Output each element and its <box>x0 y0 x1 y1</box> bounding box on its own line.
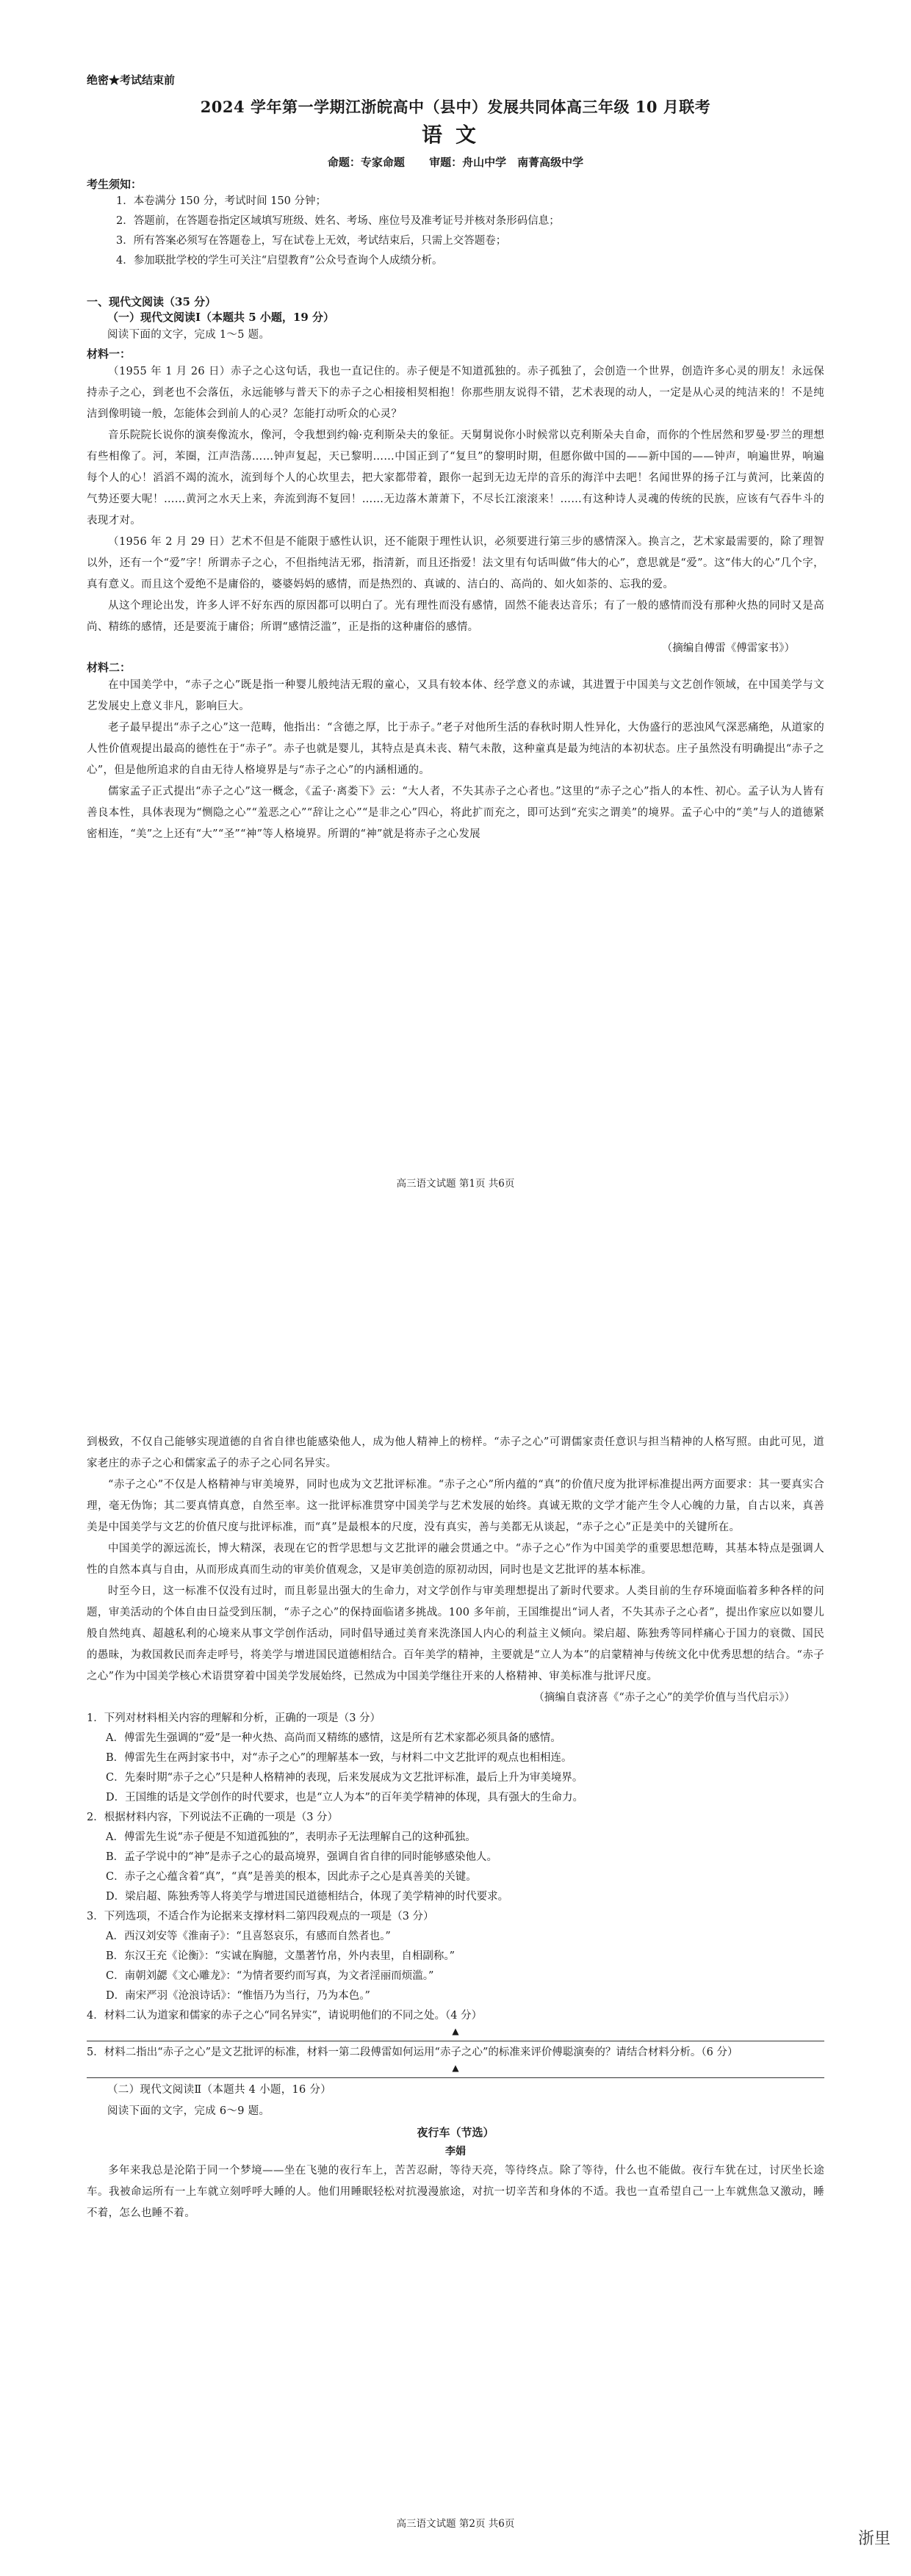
exam-page-1 <box>0 0 911 1204</box>
material2-paragraph: 时至今日，这一标准不仅没有过时，而且彰显出强大的生命力，对文学创作与审美理想提出了新时代要求。人类目前的生存环境面临着多种各样的问题，审美活动的个体自由日益受到压制，“赤子之心”的保持面临诸多挑战。100 多年前，王国维提出“词人者，不失其赤子之心者”，提出作家应以如婴儿般自然纯真、超越私利的心境来从事文学创作活动，同时倡导通过美育来洗涤国人内心的利益主义倾向。梁启超、陈独秀等同样痛心于国力的衰微、国民的愚昧，为救国救民而奔走呼号，将美学与增进国民道德相结合。百年美学的精神，主要就是“立人为本”的启蒙精神与传统文化中优秀思想的结合。“赤子之心”作为中国美学核心术语贯穿着中国美学发展始终，已然成为中国美学继往开来的人格精神、审美标准与批评尺度。 <box>87 1585 824 1682</box>
question-4-stem: 4．材料二认为道家和儒家的赤子之心“同名异实”，请说明他们的不同之处。（4 分） <box>87 2010 483 2022</box>
material1-paragraph: 从这个理论出发，许多人评不好东西的原因都可以明白了。光有理性而没有感情，固然不能表达音乐；有了一般的感情而没有那种火热的同时又是高尚、精练的感情，还是要流于庸俗；所谓“感情泛滥”，正是指的这种庸俗的感情。 <box>87 600 824 633</box>
material1-paragraph: （1956 年 2 月 29 日）艺术不但是不能限于感性认识，还不能限于理性认识，必须要进行第三步的感情深入。换言之，艺术家最需要的，除了理智以外，还有一个“爱”字！所谓赤子之心，不但指纯洁无邪，指清新，而且还指爱！法文里有句话叫做“伟大的心”，意思就是“爱”。这“伟大的心”几个字，真有意义。而且这个爱绝不是庸俗的，婆婆妈妈的感情，而是热烈的、真诚的、洁白的、高尚的、如火如荼的、忘我的爱。 <box>87 536 824 590</box>
notice-item: 3．所有答案必须写在答题卷上，写在试卷上无效，考试结束后，只需上交答题卷； <box>116 235 507 247</box>
question-1-stem: 1．下列对材料相关内容的理解和分析，正确的一项是（3 分） <box>87 1712 381 1724</box>
question-1-option-b: B．傅雷先生在两封家书中，对“赤子之心”的理解基本一致，与材料二中文艺批评的观点也相相连。 <box>106 1752 572 1764</box>
exam-page-2 <box>0 1373 911 2548</box>
material2-paragraph: “赤子之心”不仅是人格精神与审美境界，同时也成为文艺批评标准。“赤子之心”所内蕴的“真”的价值尺度为批评标准提出两方面要求：其一要真实合理，毫无伪饰；其二要真情真意，自然至率。这一批评标准贯穿中国美学与艺术发展的始终。真诚无欺的文学才能产生令人心魄的力量，自古以来，真善美是中国美学与文艺的价值尺度与批评标准，而“真”是最根本的尺度，没有真实，善与美都无从谈起，“赤子之心”正是美中的关键所在。 <box>87 1479 824 1533</box>
notice-heading: 考生须知： <box>87 178 143 191</box>
passage-author: 李娟 <box>445 2146 466 2157</box>
question-3-option-b: B．东汉王充《论衡》：“实诚在胸臆，文墨著竹帛，外内表里，自相副称。” <box>106 1950 455 1962</box>
notice-item: 1．本卷满分 150 分，考试时间 150 分钟； <box>116 195 327 207</box>
question-1-option-d: D．王国维的话是文学创作的时代要求，也是“立人为本”的百年美学精神的体现，具有强大的生命力。 <box>106 1792 583 1803</box>
passage-title: 夜行车（节选） <box>417 2126 494 2139</box>
question-2-option-d: D．梁启超、陈独秀等人将美学与增进国民道德相结合，体现了美学精神的时代要求。 <box>106 1891 509 1903</box>
notice-list <box>87 192 824 271</box>
authors-line <box>87 154 824 170</box>
material2-paragraph: 中国美学的源远流长，博大精深，表现在它的哲学思想与文艺批评的融会贯通之中。“赤子之心”作为中国美学的重要思想范畴，其基本特点是强调人性的自然本真与自由，从而形成真而生动的审美价值观念，又是审美创造的原初动因，同时也是文艺批评的基本标准。 <box>87 1543 824 1576</box>
answer-space-marker: ▲ <box>452 2026 459 2036</box>
material2-paragraph: 儒家孟子正式提出“赤子之心”这一概念，《孟子·离娄下》云：“大人者，不失其赤子之心者也。”这里的“赤子之心”指人的本性、初心。孟子认为人皆有善良本性，具体表现为“恻隐之心”“羞恶之心”“辞让之心”“是非之心”四心，将此扩而充之，即可达到“充实之谓美”的境界。孟子心中的“美”与人的道德紧密相连，“美”之上还有“大”“圣”“神”等人格境界。所谓的“神”就是将赤子之心发展 <box>87 786 824 840</box>
page-footer: 高三语文试题 第2页 共6页 <box>396 2518 515 2530</box>
question-1-option-a: A．傅雷先生强调的“爱”是一种火热、高尚而又精练的感情，这是所有艺术家都必须具备的感情。 <box>106 1732 561 1744</box>
question-3-option-c: C．南朝刘勰《文心雕龙》：“为情者要约而写真，为文者淫丽而烦滥。” <box>106 1970 434 1982</box>
material1-paragraph: 音乐院院长说你的演奏像流水，像河，令我想到约翰·克利斯朵夫的象征。天舅舅说你小时候常以克利斯朵夫自命，而你的个性居然和罗曼·罗兰的理想有些相像了。河，苯圈，江声浩荡……钟声复起，天已黎明……中国正到了“复旦”的黎明时期，但愿你做中国的——新中国的——钟声，响遍世界，响遍每个人的心！滔滔不竭的流水，流到每个人的心坎里去，把大家都带着，跟你一起到无边无岸的音乐的海洋中去吧！名闻世界的扬子江与黄河，比莱茵的气势还要大呢！……黄河之水天上来，奔流到海不复回！……无边落木萧萧下，不尽长江滚滚来！……有这种诗人灵魂的传统的民族，应该有气吞牛斗的表现才对。 <box>87 430 824 527</box>
exam-title: 2024 学年第一学期江浙皖高中（县中）发展共同体高三年级 10 月联考 <box>200 98 711 116</box>
material2-continuation: 到极致，不仅自己能够实现道德的自省自律也能感染他人，成为他人精神上的榜样。“赤子之心”可谓儒家责任意识与担当精神的人格写照。由此可见，道家老庄的赤子之心和儒家孟子的赤子之心同名异实。 <box>87 1436 824 1469</box>
question-2-stem: 2．根据材料内容，下列说法不正确的一项是（3 分） <box>87 1812 339 1823</box>
reviewer-label: 审题：舟山中学 南菁高级中学 <box>429 156 584 169</box>
section-heading: 一、现代文阅读（35 分） <box>87 295 217 308</box>
material1-source: （摘编自傅雷《傅雷家书》） <box>661 643 795 654</box>
question-2-option-b: B．孟子学说中的“神”是赤子之心的最高境界，强调自省自律的同时能够感染他人。 <box>106 1851 497 1863</box>
material1-label: 材料一： <box>87 347 132 361</box>
question-2-option-a: A．傅雷先生说“赤子便是不知道孤独的”，表明赤子无法理解自己的这种孤独。 <box>106 1831 476 1843</box>
question-2-option-c: C．赤子之心蕴含着“真”，“真”是善美的根本，因此赤子之心是真善美的关键。 <box>106 1871 477 1883</box>
answer-space-marker: ▲ <box>452 2063 459 2073</box>
notice-item: 4．参加联批学校的学生可关注“启望教育”公众号查询个人成绩分析。 <box>116 255 443 267</box>
passage-paragraph: 多年来我总是沦陷于同一个梦境——坐在飞驰的夜行车上，苦苦忍耐，等待天亮，等待终点。除了等待，什么也不能做。夜行车犹在过，讨厌坐长途车。我被命运所有一上车就立刻呼呼大睡的人。他们用睡眠轻松对抗漫漫旅途，对抗一切辛苦和身体的不适。我也一直希望自己一上车就焦急又激动，睡不着，怎么也睡不着。 <box>87 2165 824 2219</box>
material2-paragraph: 老子最早提出“赤子之心”这一范畴，他指出：“含德之厚，比于赤子。”老子对他所生活的春秋时期人性异化，大伪盛行的恶浊风气深恶痛绝，从道家的人性价值观提出最高的德性在于“赤子”。赤子也就是婴儿，其特点是真未丧、精气未散，这种童真是最为纯洁的本初状态。庄子虽然没有明确提出“赤子之心”，但是他所追求的自由无待人格境界是与“赤子之心”的内涵相通的。 <box>87 722 824 776</box>
question-3-option-a: A．西汉刘安等《淮南子》：“且喜怒哀乐，有感而自然者也。” <box>106 1931 391 1942</box>
material2-source: （摘编自袁济喜《“赤子之心”的美学价值与当代启示》） <box>533 1692 795 1704</box>
setter-label: 命题：专家命题 <box>327 156 405 169</box>
answer-divider <box>87 2077 824 2078</box>
question-3-option-d: D．南宋严羽《沧浪诗话》：“惟悟乃为当行，乃为本色。” <box>106 1990 370 2002</box>
material2-paragraph: 在中国美学中，“赤子之心”既是指一种婴儿般纯洁无瑕的童心，又具有较本体、经学意义的赤诚，其进置于中国美与文艺创作领域，在中国美学与文艺发展史上意义非凡，影响巨大。 <box>87 679 824 712</box>
reading2-instruction: 阅读下面的文字，完成 6～9 题。 <box>107 2105 270 2117</box>
secret-label: 绝密★考试结束前 <box>87 73 176 87</box>
notice-item: 2．答题前，在答题卷指定区域填写班级、姓名、考场、座位号及准考证号并核对条形码信息； <box>116 215 560 227</box>
material1-paragraph: （1955 年 1 月 26 日）赤子之心这句话，我也一直记住的。赤子便是不知道孤独的。赤子孤独了，会创造一个世界，创造许多心灵的朋友！永远保持赤子之心，到老也不会落伍，永远能够与普天下的赤子之心相接相契相抱！你那些朋友说得不错，艺术表现的动人，一定是从心灵的纯洁来的！不是纯洁到像明镜一般，怎能体会到前人的心灵？怎能打动听众的心灵？ <box>87 366 824 420</box>
reading2-heading: （二）现代文阅读Ⅱ（本题共 4 小题，16 分） <box>107 2084 332 2096</box>
subject-title: 语文 <box>421 123 489 147</box>
question-3-stem: 3．下列选项，不适合作为论据来支撑材料二第四段观点的一项是（3 分） <box>87 1911 434 1922</box>
question-5-stem: 5．材料二指出“赤子之心”是文艺批评的标准，材料一第二段傅雷如何运用“赤子之心”的标准来评价傅聪演奏的？请结合材料分析。（6 分） <box>87 2047 738 2058</box>
page-footer: 高三语文试题 第1页 共6页 <box>396 1178 515 1190</box>
material2-label: 材料二： <box>87 661 132 674</box>
reading1-heading: （一）现代文阅读Ⅰ（本题共 5 小题，19 分） <box>107 311 334 324</box>
reading1-instruction: 阅读下面的文字，完成 1～5 题。 <box>107 329 270 341</box>
watermark: 浙里 <box>857 2530 890 2548</box>
question-1-option-c: C．先秦时期“赤子之心”只是种人格精神的表现，后来发展成为文艺批评标准，最后上升为审美境界。 <box>106 1772 583 1784</box>
